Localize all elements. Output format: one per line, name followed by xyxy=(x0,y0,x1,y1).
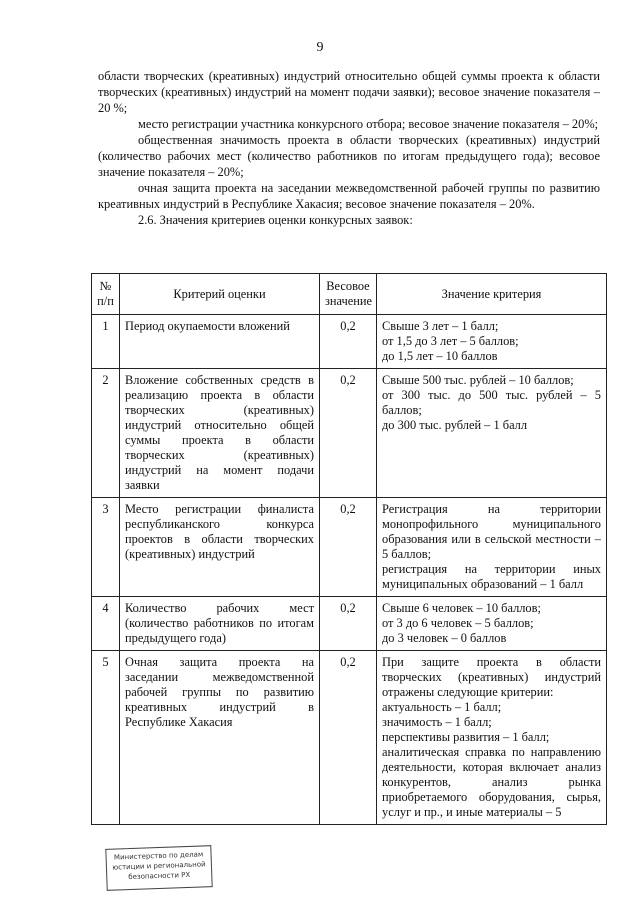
paragraph-1: области творческих (креативных) индустрий относительно общей суммы проекта к области творческих (креативных) индустрий на момент подачи заявки); весовое значение показателя – 20 %; xyxy=(98,69,600,115)
paragraph-4: очная защита проекта на заседании межведомственной рабочей группы по развитию креативных индустрий в Республике Хакасия; весовое значение показателя – 20%. xyxy=(98,181,600,211)
value-line: от 300 тыс. до 500 тыс. рублей – 5 баллов; xyxy=(382,388,601,417)
row-criterion: Вложение собственных средств в реализацию проекта в области творческих (креативных) индустрий относительно общей суммы проекта в области творческих (креативных) индустрий на момент подачи заявки xyxy=(120,369,320,498)
paragraph-3: общественная значимость проекта в области творческих (креативных) индустрий (количество рабочих мест (количество работников по итогам предыдущего года); весовое значение показателя – 20%; xyxy=(98,133,600,179)
row-value xyxy=(377,597,607,651)
row-value xyxy=(377,315,607,369)
criteria-table xyxy=(91,273,607,825)
value-line: до 300 тыс. рублей – 1 балл xyxy=(382,418,528,432)
registration-stamp xyxy=(105,845,212,891)
header-num: № п/п xyxy=(92,274,120,315)
row-value xyxy=(377,498,607,597)
value-line: актуальность – 1 балл; xyxy=(382,700,502,714)
value-line: от 1,5 до 3 лет – 5 баллов; xyxy=(382,334,519,348)
row-num: 3 xyxy=(92,498,120,597)
row-weight: 0,2 xyxy=(320,369,377,498)
table-header-row xyxy=(92,274,607,315)
header-weight: Весовое значение xyxy=(320,274,377,315)
table-row xyxy=(92,369,607,498)
value-line: аналитическая справка по направлению деятельности, которая включает анализ конкурентов, анализ рынка приобретаемого оборудования, сырья, услуг и пр., и иные материалы – 5 xyxy=(382,745,601,819)
value-line: Свыше 3 лет – 1 балл; xyxy=(382,319,499,333)
table-row xyxy=(92,651,607,825)
section-heading: 2.6. Значения критериев оценки конкурсных заявок: xyxy=(138,213,413,227)
value-line: до 3 человек – 0 баллов xyxy=(382,631,507,645)
page-number: 9 xyxy=(316,40,324,55)
value-line: регистрация на территории иных муниципальных образований – 1 балл xyxy=(382,562,601,591)
value-line: При защите проекта в области творческих (креативных) индустрий отражены следующие критерии: xyxy=(382,655,601,699)
table-row xyxy=(92,498,607,597)
value-line: значимость – 1 балл; xyxy=(382,715,492,729)
row-num: 5 xyxy=(92,651,120,825)
paragraph-2: место регистрации участника конкурсного отбора; весовое значение показателя – 20%; xyxy=(138,117,599,131)
row-num: 2 xyxy=(92,369,120,498)
row-num: 4 xyxy=(92,597,120,651)
stamp-line: юстиции и региональной xyxy=(112,860,206,872)
value-line: до 1,5 лет – 10 баллов xyxy=(382,349,498,363)
row-weight: 0,2 xyxy=(320,498,377,597)
row-weight: 0,2 xyxy=(320,651,377,825)
value-line: Регистрация на территории монопрофильного муниципального образования или в сельской местности – 5 баллов; xyxy=(382,502,601,561)
stamp-line: безопасности РХ xyxy=(128,870,191,882)
row-weight: 0,2 xyxy=(320,597,377,651)
body-text xyxy=(98,68,600,228)
value-line: перспективы развития – 1 балл; xyxy=(382,730,550,744)
row-criterion: Период окупаемости вложений xyxy=(120,315,320,369)
row-value xyxy=(377,651,607,825)
table-row xyxy=(92,597,607,651)
header-criterion: Критерий оценки xyxy=(120,274,320,315)
row-value xyxy=(377,369,607,498)
value-line: Свыше 6 человек – 10 баллов; xyxy=(382,601,541,615)
row-criterion: Количество рабочих мест (количество работников по итогам предыдущего года) xyxy=(120,597,320,651)
value-line: от 3 до 6 человек – 5 баллов; xyxy=(382,616,534,630)
row-criterion: Место регистрации финалиста республиканского конкурса проектов в области творческих (креативных) индустрий xyxy=(120,498,320,597)
header-value: Значение критерия xyxy=(377,274,607,315)
stamp-line: Министерство по делам xyxy=(113,850,204,862)
row-weight: 0,2 xyxy=(320,315,377,369)
row-num: 1 xyxy=(92,315,120,369)
value-line: Свыше 500 тыс. рублей – 10 баллов; xyxy=(382,373,574,387)
row-criterion: Очная защита проекта на заседании межведомственной рабочей группы по развитию креативных индустрий в Республике Хакасия xyxy=(120,651,320,825)
table-row xyxy=(92,315,607,369)
